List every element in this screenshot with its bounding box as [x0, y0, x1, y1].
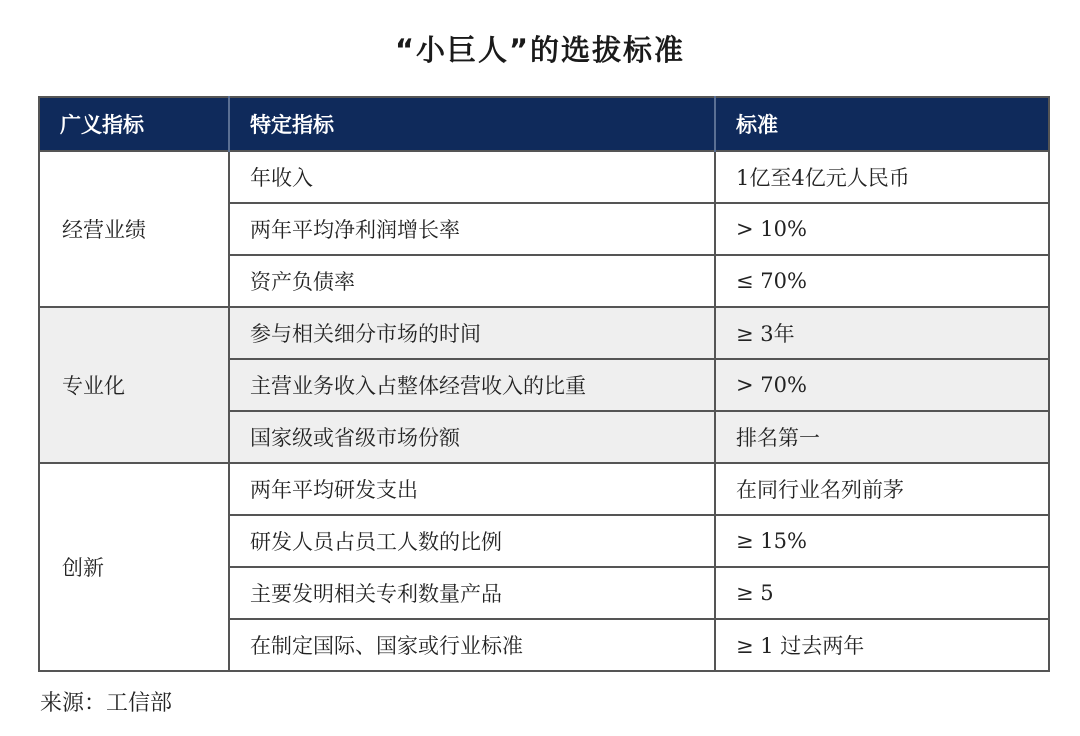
standard-cell: 在同行业名列前茅: [715, 463, 1049, 515]
header-broad-indicator: 广义指标: [39, 97, 229, 151]
table-row: [39, 463, 1049, 515]
specific-indicator-cell: 在制定国际、国家或行业标准: [229, 619, 715, 671]
header-specific-indicator: 特定指标: [229, 97, 715, 151]
header-standard: 标准: [715, 97, 1049, 151]
table-title: “小巨人”的选拔标准: [394, 33, 686, 67]
specific-indicator-cell: 年收入: [229, 151, 715, 203]
specific-indicator-cell: 两年平均净利润增长率: [229, 203, 715, 255]
specific-indicator-cell: 资产负债率: [229, 255, 715, 307]
standard-cell: ≤ 70%: [715, 255, 1049, 307]
group-innovation: [39, 463, 1049, 671]
source-note: 来源：工信部: [40, 691, 173, 716]
standard-cell: ≥ 1 过去两年: [715, 619, 1049, 671]
table-row: [39, 307, 1049, 359]
specific-indicator-cell: 两年平均研发支出: [229, 463, 715, 515]
standard-cell: > 70%: [715, 359, 1049, 411]
header-row: [39, 97, 1049, 151]
group-business-performance: [39, 151, 1049, 307]
standard-cell: > 10%: [715, 203, 1049, 255]
specific-indicator-cell: 研发人员占员工人数的比例: [229, 515, 715, 567]
specific-indicator-cell: 参与相关细分市场的时间: [229, 307, 715, 359]
group-label: 专业化: [39, 307, 229, 463]
standard-cell: ≥ 3年: [715, 307, 1049, 359]
specific-indicator-cell: 国家级或省级市场份额: [229, 411, 715, 463]
group-label: 创新: [39, 463, 229, 671]
group-label: 经营业绩: [39, 151, 229, 307]
specific-indicator-cell: 主营业务收入占整体经营收入的比重: [229, 359, 715, 411]
standard-cell: 1亿至4亿元人民币: [715, 151, 1049, 203]
specific-indicator-cell: 主要发明相关专利数量产品: [229, 567, 715, 619]
selection-criteria-table: [38, 96, 1050, 672]
standard-cell: 排名第一: [715, 411, 1049, 463]
group-specialization: [39, 307, 1049, 463]
standard-cell: ≥ 5: [715, 567, 1049, 619]
table-row: [39, 151, 1049, 203]
standard-cell: ≥ 15%: [715, 515, 1049, 567]
